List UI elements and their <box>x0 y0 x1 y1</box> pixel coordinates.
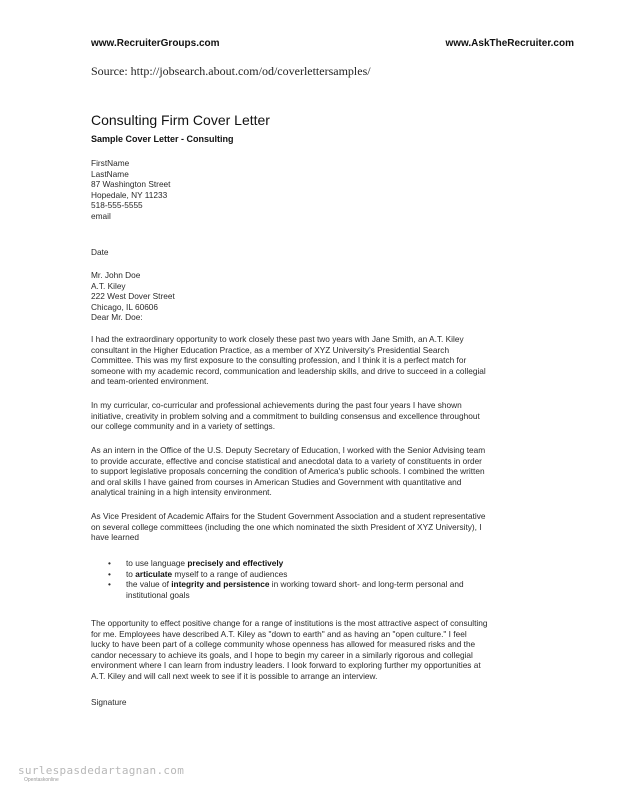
date-line <box>91 247 511 258</box>
para-line: lucky to have been part of a college community whose openness has allowed for measured risks and the <box>91 639 476 650</box>
bullet-continuation: institutional goals <box>126 589 190 600</box>
paragraph-4 <box>91 511 521 543</box>
list-item <box>108 579 464 590</box>
bullet-text: in working toward short- and long-term personal and <box>269 579 464 590</box>
bullet-bold-text: integrity and persistence <box>171 579 270 590</box>
para-line: A.T. Kiley and will call next week to see if it is possible to arrange an interview. <box>91 670 378 681</box>
skills-list <box>108 558 464 600</box>
para-line: analytical training in a high intensity environment. <box>91 487 272 498</box>
page-subtitle: Sample Cover Letter - Consulting <box>91 134 234 144</box>
source-line: Source: http://jobsearch.about.com/od/coverlettersamples/ <box>91 64 371 78</box>
para-line: and oral skills I have gained from courses in American Studies and Government with quantitative and <box>91 476 462 487</box>
para-line: our college community and in a variety of settings. <box>91 421 276 432</box>
bullet-text: to <box>126 568 136 579</box>
para-line: someone with my academic record, communication and leadership skills, and drive to succeed in a collegial <box>91 365 486 376</box>
paragraph-3 <box>91 445 521 498</box>
para-line: have learned <box>91 532 139 543</box>
bullet-bold-text: articulate <box>135 568 173 579</box>
list-item <box>108 558 464 569</box>
paragraph-5 <box>91 618 521 682</box>
list-item <box>108 569 464 580</box>
sender-line: 518-555-5555 <box>91 200 143 211</box>
para-line: initiative, creativity in problem solving and a commitment to building consensus and excellence throughout <box>91 410 480 421</box>
sender-address <box>91 158 511 222</box>
para-line: As Vice President of Academic Affairs for the Student Government Association and a student representative <box>91 511 486 521</box>
paragraph-2 <box>91 400 521 432</box>
bullet-text: myself to a range of audiences <box>172 568 288 579</box>
bullet-icon: • <box>108 568 111 579</box>
para-line: The opportunity to effect positive change for a range of institutions is the most attractive aspect of consulting <box>91 618 488 628</box>
date-text: Date <box>91 247 109 257</box>
para-line: environment where I can learn from industry leaders. I look forward to exploring further my opportunities at <box>91 660 481 671</box>
recipient-line: Mr. John Doe <box>91 270 141 280</box>
sender-line: email <box>91 210 111 221</box>
sender-line: 87 Washington Street <box>91 179 171 190</box>
header-right-site: www.AskTheRecruiter.com <box>445 38 574 49</box>
sub-watermark: Opentaskonline <box>24 777 59 783</box>
para-line: consultant in the Higher Education Practice, as a member of XYZ University's Presidential Search <box>91 344 450 355</box>
paragraph-1 <box>91 334 521 387</box>
para-line: on several college committees (including the one which nominated the sixth President of XYZ University), I <box>91 521 482 532</box>
sender-line: Hopedale, NY 11233 <box>91 189 168 200</box>
bullet-bold-text: precisely and effectively <box>187 558 284 568</box>
para-line: to support legislative proposals concerning the condition of America's public schools. I combined the written <box>91 466 485 477</box>
recipient-address <box>91 270 511 323</box>
page-title: Consulting Firm Cover Letter <box>91 112 270 128</box>
recipient-line: 222 West Dover Street <box>91 291 175 302</box>
recipient-line: Chicago, IL 60606 <box>91 301 159 312</box>
sender-line: LastName <box>91 168 129 179</box>
bullet-icon: • <box>108 558 111 568</box>
bullet-text: to use language <box>126 558 188 568</box>
recipient-line: Dear Mr. Doe: <box>91 312 143 323</box>
para-line: candor necessary to achieve its goals, and I hope to begin my career in a similarly rigorous and collegial <box>91 649 473 660</box>
para-line: to provide accurate, effective and concise statistical and anecdotal data to a variety of constituents in order <box>91 455 482 466</box>
recipient-line: A.T. Kiley <box>91 280 126 291</box>
bullet-icon: • <box>108 579 111 590</box>
para-line: In my curricular, co-curricular and professional achievements during the past four years I have shown <box>91 400 462 410</box>
para-line: and team-oriented environment. <box>91 376 209 387</box>
watermark: surlespasdedartagnan.com <box>18 764 185 777</box>
sender-line: FirstName <box>91 158 130 168</box>
para-line: Committee. This was my first exposure to the consulting profession, and I think it is a perfect match for <box>91 355 467 366</box>
para-line: for me. Employees have described A.T. Kiley as "down to earth" and as having an "open culture." I feel <box>91 628 467 639</box>
bullet-text: the value of <box>126 579 172 590</box>
signature-line: Signature <box>91 697 127 707</box>
para-line: As an intern in the Office of the U.S. Deputy Secretary of Education, I worked with the Senior Advising team <box>91 445 486 455</box>
para-line: I had the extraordinary opportunity to work closely these past two years with Jane Smith, an A.T. Kiley <box>91 334 464 344</box>
header-left-site: www.RecruiterGroups.com <box>91 38 220 49</box>
